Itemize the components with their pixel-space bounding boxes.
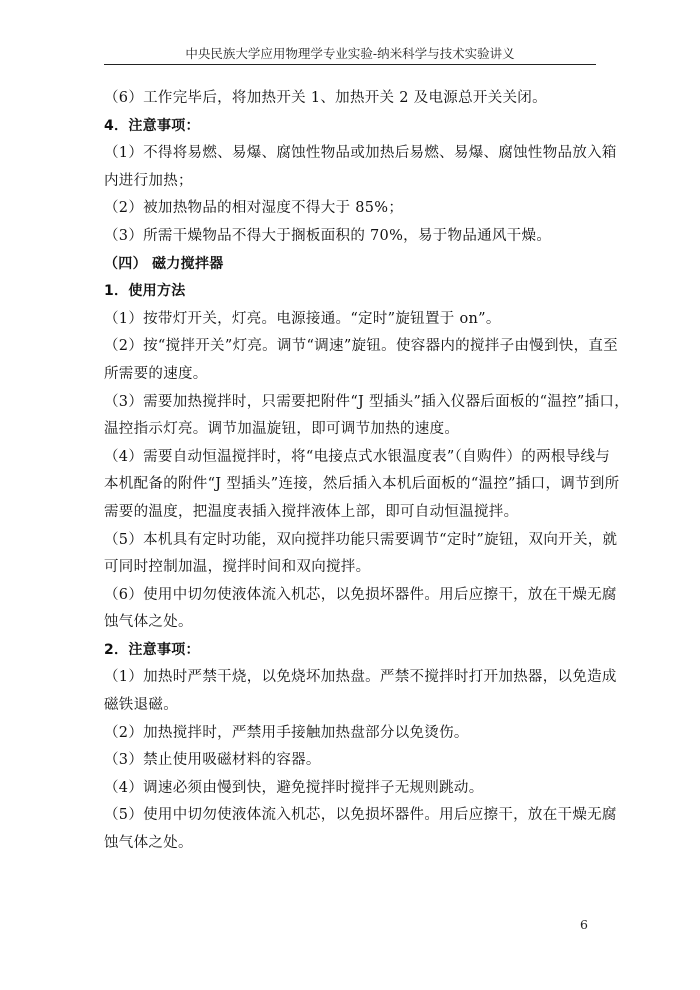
page-header: 中央民族大学应用物理学专业实验-纳米科学与技术实验讲义 — [104, 46, 596, 65]
text-line: （3）所需干燥物品不得大于搁板面积的 70%，易于物品通风干燥。 — [104, 227, 552, 244]
text-line: （3）禁止使用吸磁材料的容器。 — [104, 752, 321, 769]
section-heading: 4．注意事项： — [104, 117, 200, 134]
text-line: （3）需要加热搅拌时，只需要把附件“J 型插头”插入仪器后面板的“温控”插口， — [104, 393, 629, 410]
text-line: 磁铁退磁。 — [104, 697, 178, 714]
section-heading: （四） 磁力搅拌器 — [104, 255, 224, 272]
text-line: （2）加热搅拌时，严禁用手接触加热盘部分以免烫伤。 — [104, 724, 469, 741]
text-line: 蚀气体之处。 — [104, 835, 193, 852]
text-line: 温控指示灯亮。调节加温旋钮，即可调节加热的速度。 — [104, 421, 460, 438]
text-line: （4）调速必须由慢到快，避免搅拌时搅拌子无规则跳动。 — [104, 779, 484, 796]
document-body — [104, 85, 629, 858]
page-number: 6 — [580, 917, 588, 932]
text-line: 本机配备的附件“J 型插头”连接，然后插入本机后面板的“温控”插口，调节到所 — [104, 476, 620, 493]
text-line: （5）使用中切勿使液体流入机芯，以免损坏器件。用后应擦干，放在干燥无腐 — [104, 807, 617, 824]
text-line: （2）被加热物品的相对湿度不得大于 85%； — [104, 200, 404, 217]
text-line: 蚀气体之处。 — [104, 614, 193, 631]
text-line: 需要的温度，把温度表插入搅拌液体上部，即可自动恒温搅拌。 — [104, 503, 519, 520]
text-line: 可同时控制加温，搅拌时间和双向搅拌。 — [104, 559, 371, 576]
text-line: （6）工作完毕后，将加热开关 1、加热开关 2 及电源总开关关闭。 — [104, 90, 547, 106]
text-line: （1）按带灯开关，灯亮。电源接通。“定时”旋钮置于 on”。 — [104, 310, 501, 327]
text-line: 内进行加热； — [104, 172, 193, 189]
section-heading: 2．注意事项： — [104, 641, 200, 658]
section-heading: 1．使用方法 — [104, 283, 186, 300]
text-line: （1）不得将易燃、易爆、腐蚀性物品或加热后易燃、易爆、腐蚀性物品放入箱 — [104, 145, 617, 162]
text-line: （4）需要自动恒温搅拌时，将“电接点式水银温度表”（自购件）的两根导线与 — [104, 448, 611, 465]
text-line: （1）加热时严禁干烧，以免烧坏加热盘。严禁不搅拌时打开加热器，以免造成 — [104, 669, 617, 686]
text-line: （2）按“搅拌开关”灯亮。调节“调速”旋钮。使容器内的搅拌子由慢到快，直至 — [104, 338, 618, 355]
text-line: 所需要的速度。 — [104, 365, 208, 382]
text-line: （6）使用中切勿使液体流入机芯，以免损坏器件。用后应擦干，放在干燥无腐 — [104, 586, 617, 603]
text-line: （5）本机具有定时功能，双向搅拌功能只需要调节“定时”旋钮，双向开关，就 — [104, 531, 618, 548]
